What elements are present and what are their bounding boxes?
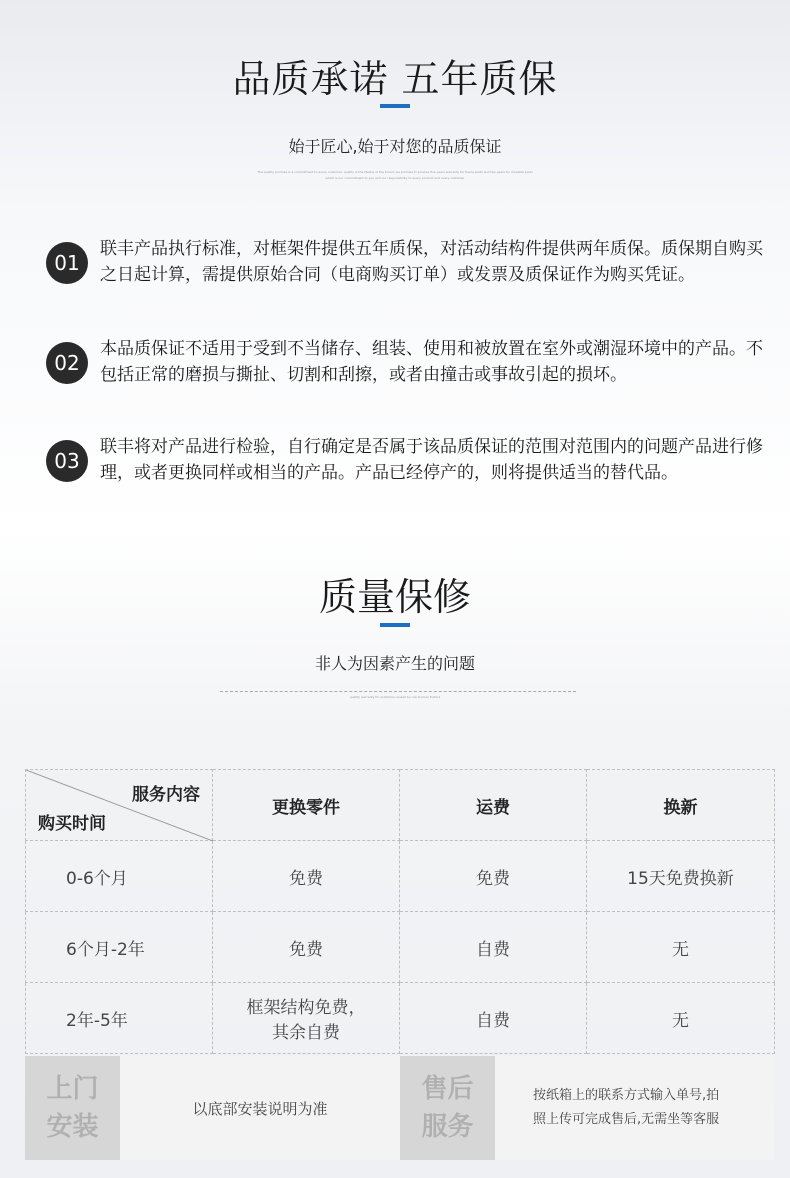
column-header: 运费	[400, 770, 587, 841]
warranty-table	[25, 769, 775, 1054]
table-row	[26, 983, 775, 1054]
section-subtitle: 非人为因素产生的问题	[314, 654, 475, 673]
table-row	[26, 841, 775, 912]
period-cell: 6个月-2年	[26, 912, 213, 983]
corner-bottom-label: 购买时间	[38, 814, 106, 834]
shipping-cell: 免费	[400, 841, 587, 912]
parts-line-1: 框架结构免费，	[246, 998, 366, 1018]
period-cell: 0-6个月	[26, 841, 213, 912]
title-underline	[380, 104, 410, 108]
column-header: 更换零件	[213, 770, 400, 841]
service-label-box	[400, 1056, 495, 1160]
shipping-cell: 自费	[400, 983, 587, 1054]
period-cell: 2年-5年	[26, 983, 213, 1054]
fine-print-3: quality warranty for problems caused by non-human factors	[349, 695, 441, 699]
number-badge: 03	[46, 440, 88, 482]
service-label-1: 售后	[421, 1074, 474, 1104]
section-title: 质量保修	[318, 575, 471, 619]
install-label-box	[25, 1056, 120, 1160]
bottom-info-bar	[25, 1056, 774, 1160]
table-row	[26, 912, 775, 983]
install-text: 以底部安装说明为准	[192, 1099, 328, 1118]
divider	[220, 691, 576, 692]
column-header: 换新	[587, 770, 775, 841]
number-badge: 02	[46, 342, 88, 384]
corner-cell	[26, 770, 213, 841]
install-label-2: 安装	[46, 1112, 99, 1142]
fine-print-2: which is our commitment to you and our responsibility to every product and every customer	[325, 176, 465, 180]
install-label-1: 上门	[46, 1074, 99, 1104]
fine-print-1: The quality promise is a commitment to every customer, quality is the lifeline of the brand, we promise to provide five years warranty for frame parts and two years for movable parts	[257, 170, 533, 174]
parts-line-2: 其余自费	[272, 1023, 340, 1043]
parts-cell	[213, 983, 400, 1054]
page-title: 品质承诺 五年质保	[232, 57, 558, 101]
promise-text: 本品质保证不适用于受到不当储存、组装、使用和被放置在室外或潮湿环境中的产品。不包括正常的磨损与撕扯、切割和刮擦，或者由撞击或事故引起的损坏。	[100, 339, 763, 385]
renew-cell: 无	[587, 983, 775, 1054]
promise-text: 联丰产品执行标准，对框架件提供五年质保，对活动结构件提供两年质保。质保期自购买之日起计算，需提供原始合同（电商购买订单）或发票及质保证作为购买凭证。	[100, 239, 763, 285]
service-text-box	[495, 1056, 774, 1160]
renew-cell: 无	[587, 912, 775, 983]
corner-top-label: 服务内容	[132, 785, 200, 805]
service-label-2: 服务	[421, 1112, 474, 1142]
table-header-row	[26, 770, 775, 841]
parts-cell: 免费	[213, 841, 400, 912]
page-subtitle: 始于匠心,始于对您的品质保证	[288, 137, 502, 156]
service-text-1: 按纸箱上的联系方式输入单号,拍	[533, 1088, 720, 1103]
service-text-2: 照上传可完成售后,无需坐等客服	[533, 1112, 720, 1127]
install-text-box	[120, 1056, 400, 1160]
parts-cell: 免费	[213, 912, 400, 983]
number-badge: 01	[46, 242, 88, 284]
section-underline	[380, 623, 410, 627]
renew-cell: 15天免费换新	[587, 841, 775, 912]
promise-text: 联丰将对产品进行检验，自行确定是否属于该品质保证的范围对范围内的问题产品进行修理，或者更换同样或相当的产品。产品已经停产的，则将提供适当的替代品。	[100, 437, 763, 483]
shipping-cell: 自费	[400, 912, 587, 983]
